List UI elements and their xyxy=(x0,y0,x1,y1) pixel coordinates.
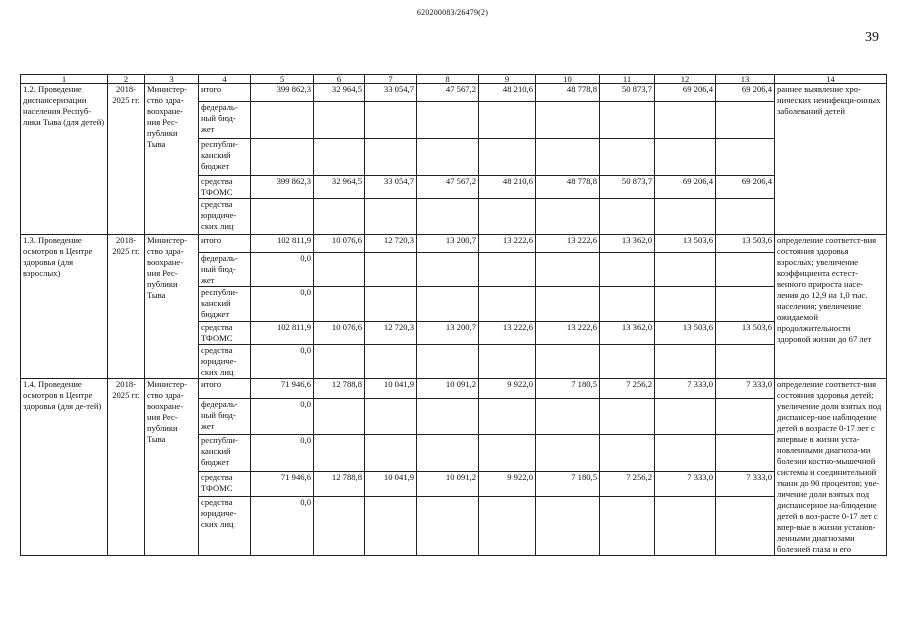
amount-cell: 10 091,2 xyxy=(417,379,479,399)
amount-cell: 50 873,7 xyxy=(600,84,655,102)
amount-cell: 13 222,6 xyxy=(536,235,600,253)
expected-result: раннее выявление хро-нических неинфекци-онных заболеваний детей xyxy=(775,84,887,235)
amount-cell xyxy=(536,435,600,472)
amount-cell: 102 811,9 xyxy=(251,322,314,345)
amount-cell xyxy=(365,287,417,322)
amount-cell: 13 200,7 xyxy=(417,235,479,253)
table-row xyxy=(21,379,887,399)
amount-cell: 50 873,7 xyxy=(600,176,655,199)
column-header-8: 8 xyxy=(417,75,479,84)
amount-cell: 7 180,5 xyxy=(536,472,600,497)
amount-cell xyxy=(417,435,479,472)
amount-cell xyxy=(365,398,417,435)
column-header-6: 6 xyxy=(314,75,365,84)
amount-cell xyxy=(536,139,600,176)
amount-cell xyxy=(251,102,314,139)
amount-cell xyxy=(716,435,775,472)
amount-cell: 69 206,4 xyxy=(716,176,775,199)
measure-executor: Министер-ство здра-воохране-ния Рес-публики Тыва xyxy=(145,379,199,556)
amount-cell: 13 222,6 xyxy=(536,322,600,345)
amount-cell: 12 788,8 xyxy=(314,472,365,497)
amount-cell: 0,0 xyxy=(251,398,314,435)
amount-cell xyxy=(600,102,655,139)
amount-cell xyxy=(716,398,775,435)
amount-cell: 7 256,2 xyxy=(600,472,655,497)
column-header-4: 4 xyxy=(199,75,251,84)
column-header-10: 10 xyxy=(536,75,600,84)
amount-cell: 47 567,2 xyxy=(417,176,479,199)
measure-name: 1.2. Проведение диспансеризации населения Респуб-лики Тыва (для детей) xyxy=(21,84,108,235)
amount-cell: 69 206,4 xyxy=(655,176,716,199)
amount-cell: 13 222,6 xyxy=(479,235,536,253)
amount-cell xyxy=(314,102,365,139)
column-header-11: 11 xyxy=(600,75,655,84)
amount-cell xyxy=(716,287,775,322)
amount-cell xyxy=(365,253,417,287)
funding-source: средства ТФОМС xyxy=(199,176,251,199)
amount-cell: 33 054,7 xyxy=(365,176,417,199)
amount-cell xyxy=(365,199,417,235)
column-header-9: 9 xyxy=(479,75,536,84)
funding-source: средства юридиче-ских лиц xyxy=(199,199,251,235)
amount-cell xyxy=(600,287,655,322)
page-number: 39 xyxy=(865,30,879,45)
amount-cell: 0,0 xyxy=(251,287,314,322)
measure-executor: Министер-ство здра-воохране-ния Рес-публики Тыва xyxy=(145,84,199,235)
measure-period: 2018-2025 гг. xyxy=(108,235,145,379)
amount-cell: 10 041,9 xyxy=(365,472,417,497)
amount-cell: 69 206,4 xyxy=(716,84,775,102)
amount-cell xyxy=(251,139,314,176)
measure-period: 2018-2025 гг. xyxy=(108,379,145,556)
amount-cell: 9 922,0 xyxy=(479,472,536,497)
amount-cell xyxy=(536,102,600,139)
expected-result: определение соответст-вия состояния здоровья детей; увеличение доли взятых под диспансер-ное наблюдение детей в возрасте 0-17 лет с впервые в жизни уста-новленными диагноза-ми болезни костно-мышечной системы и соединительной ткани до 90 процентов; уве-личение доли взятых под диспансерное на-блюдение детей в воз-расте 0-17 лет с впер-вые в жизни установ-ленными диагнозами болезней глаза и его xyxy=(775,379,887,556)
column-header-2: 2 xyxy=(108,75,145,84)
amount-cell: 0,0 xyxy=(251,345,314,379)
amount-cell xyxy=(417,497,479,556)
amount-cell: 13 362,0 xyxy=(600,235,655,253)
amount-cell: 13 222,6 xyxy=(479,322,536,345)
amount-cell xyxy=(600,435,655,472)
amount-cell xyxy=(600,345,655,379)
amount-cell xyxy=(655,497,716,556)
amount-cell xyxy=(600,199,655,235)
amount-cell xyxy=(314,435,365,472)
amount-cell: 71 946,6 xyxy=(251,379,314,399)
amount-cell: 13 503,6 xyxy=(716,322,775,345)
amount-cell: 12 720,3 xyxy=(365,322,417,345)
amount-cell: 10 076,6 xyxy=(314,235,365,253)
amount-cell: 7 333,0 xyxy=(716,472,775,497)
amount-cell: 10 076,6 xyxy=(314,322,365,345)
amount-cell xyxy=(314,497,365,556)
column-header-12: 12 xyxy=(655,75,716,84)
amount-cell xyxy=(314,253,365,287)
amount-cell xyxy=(365,435,417,472)
funding-source: средства ТФОМС xyxy=(199,472,251,497)
amount-cell: 7 256,2 xyxy=(600,379,655,399)
amount-cell: 0,0 xyxy=(251,253,314,287)
amount-cell: 33 054,7 xyxy=(365,84,417,102)
amount-cell xyxy=(314,139,365,176)
column-header-14: 14 xyxy=(775,75,887,84)
amount-cell xyxy=(655,398,716,435)
funding-source: федераль-ный бюд-жет xyxy=(199,102,251,139)
amount-cell xyxy=(655,253,716,287)
amount-cell xyxy=(365,345,417,379)
amount-cell: 13 503,6 xyxy=(655,235,716,253)
amount-cell xyxy=(536,287,600,322)
amount-cell: 7 333,0 xyxy=(655,379,716,399)
amount-cell: 10 041,9 xyxy=(365,379,417,399)
column-header-5: 5 xyxy=(251,75,314,84)
amount-cell xyxy=(655,435,716,472)
funding-source: итого xyxy=(199,235,251,253)
amount-cell xyxy=(600,253,655,287)
document-id: 620200083/26479(2) xyxy=(416,8,489,17)
amount-cell: 48 210,6 xyxy=(479,84,536,102)
amount-cell: 12 720,3 xyxy=(365,235,417,253)
amount-cell xyxy=(251,199,314,235)
funding-source: республи-канский бюджет xyxy=(199,435,251,472)
amount-cell xyxy=(716,253,775,287)
amount-cell: 13 200,7 xyxy=(417,322,479,345)
amount-cell xyxy=(365,102,417,139)
measure-executor: Министер-ство здра-воохране-ния Рес-публики Тыва xyxy=(145,235,199,379)
amount-cell: 69 206,4 xyxy=(655,84,716,102)
amount-cell: 7 333,0 xyxy=(716,379,775,399)
funding-source: федераль-ный бюд-жет xyxy=(199,398,251,435)
amount-cell xyxy=(716,497,775,556)
amount-cell: 32 964,5 xyxy=(314,84,365,102)
amount-cell: 7 180,5 xyxy=(536,379,600,399)
amount-cell: 71 946,6 xyxy=(251,472,314,497)
table-row xyxy=(21,235,887,253)
amount-cell: 13 362,0 xyxy=(600,322,655,345)
expected-result: определение соответст-вия состояния здоровья взрослых; увеличение коэффициента естест-венного прироста насе-ления до 12,9 на 1,0 тыс. населения; увеличение ожидаемой продолжительности здоровой жизни до 67 лет xyxy=(775,235,887,379)
amount-cell xyxy=(479,398,536,435)
amount-cell xyxy=(536,253,600,287)
amount-cell: 0,0 xyxy=(251,435,314,472)
amount-cell xyxy=(655,102,716,139)
amount-cell xyxy=(479,253,536,287)
amount-cell xyxy=(314,287,365,322)
program-table xyxy=(20,74,887,556)
amount-cell xyxy=(716,199,775,235)
amount-cell: 13 503,6 xyxy=(655,322,716,345)
amount-cell xyxy=(536,398,600,435)
measure-name: 1.4. Проведение осмотров в Центре здоровья (для де-тей) xyxy=(21,379,108,556)
funding-source: средства юридиче-ских лиц xyxy=(199,497,251,556)
amount-cell: 32 964,5 xyxy=(314,176,365,199)
amount-cell: 47 567,2 xyxy=(417,84,479,102)
amount-cell xyxy=(365,139,417,176)
amount-cell xyxy=(600,497,655,556)
amount-cell xyxy=(655,199,716,235)
amount-cell xyxy=(479,345,536,379)
funding-source: средства ТФОМС xyxy=(199,322,251,345)
amount-cell xyxy=(417,139,479,176)
amount-cell: 48 778,8 xyxy=(536,176,600,199)
column-header-3: 3 xyxy=(145,75,199,84)
amount-cell: 48 210,6 xyxy=(479,176,536,199)
funding-source: итого xyxy=(199,379,251,399)
amount-cell: 399 862,3 xyxy=(251,84,314,102)
column-header-13: 13 xyxy=(716,75,775,84)
amount-cell xyxy=(417,398,479,435)
amount-cell: 10 091,2 xyxy=(417,472,479,497)
amount-cell: 102 811,9 xyxy=(251,235,314,253)
amount-cell: 399 862,3 xyxy=(251,176,314,199)
amount-cell xyxy=(479,287,536,322)
amount-cell xyxy=(479,102,536,139)
amount-cell xyxy=(314,345,365,379)
amount-cell xyxy=(716,139,775,176)
funding-source: средства юридиче-ских лиц xyxy=(199,345,251,379)
table-row xyxy=(21,84,887,102)
amount-cell xyxy=(600,398,655,435)
amount-cell: 12 788,8 xyxy=(314,379,365,399)
amount-cell xyxy=(417,345,479,379)
amount-cell xyxy=(417,199,479,235)
amount-cell xyxy=(655,345,716,379)
funding-source: итого xyxy=(199,84,251,102)
measure-name: 1.3. Проведение осмотров в Центре здоровья (для взрослых) xyxy=(21,235,108,379)
amount-cell xyxy=(314,199,365,235)
header-row xyxy=(21,75,887,84)
amount-cell xyxy=(600,139,655,176)
amount-cell: 0,0 xyxy=(251,497,314,556)
amount-cell xyxy=(479,497,536,556)
amount-cell xyxy=(479,435,536,472)
amount-cell xyxy=(479,199,536,235)
amount-cell xyxy=(314,398,365,435)
amount-cell xyxy=(536,497,600,556)
amount-cell xyxy=(655,287,716,322)
amount-cell xyxy=(655,139,716,176)
funding-source: республи-канский бюджет xyxy=(199,287,251,322)
amount-cell xyxy=(417,102,479,139)
amount-cell xyxy=(479,139,536,176)
amount-cell xyxy=(716,345,775,379)
amount-cell xyxy=(536,199,600,235)
funding-source: республи-канский бюджет xyxy=(199,139,251,176)
amount-cell: 7 333,0 xyxy=(655,472,716,497)
column-header-7: 7 xyxy=(365,75,417,84)
amount-cell xyxy=(417,253,479,287)
amount-cell xyxy=(716,102,775,139)
amount-cell: 13 503,6 xyxy=(716,235,775,253)
funding-source: федераль-ный бюд-жет xyxy=(199,253,251,287)
amount-cell xyxy=(417,287,479,322)
amount-cell xyxy=(536,345,600,379)
measure-period: 2018-2025 гг. xyxy=(108,84,145,235)
amount-cell xyxy=(365,497,417,556)
column-header-1: 1 xyxy=(21,75,108,84)
amount-cell: 9 922,0 xyxy=(479,379,536,399)
amount-cell: 48 778,8 xyxy=(536,84,600,102)
